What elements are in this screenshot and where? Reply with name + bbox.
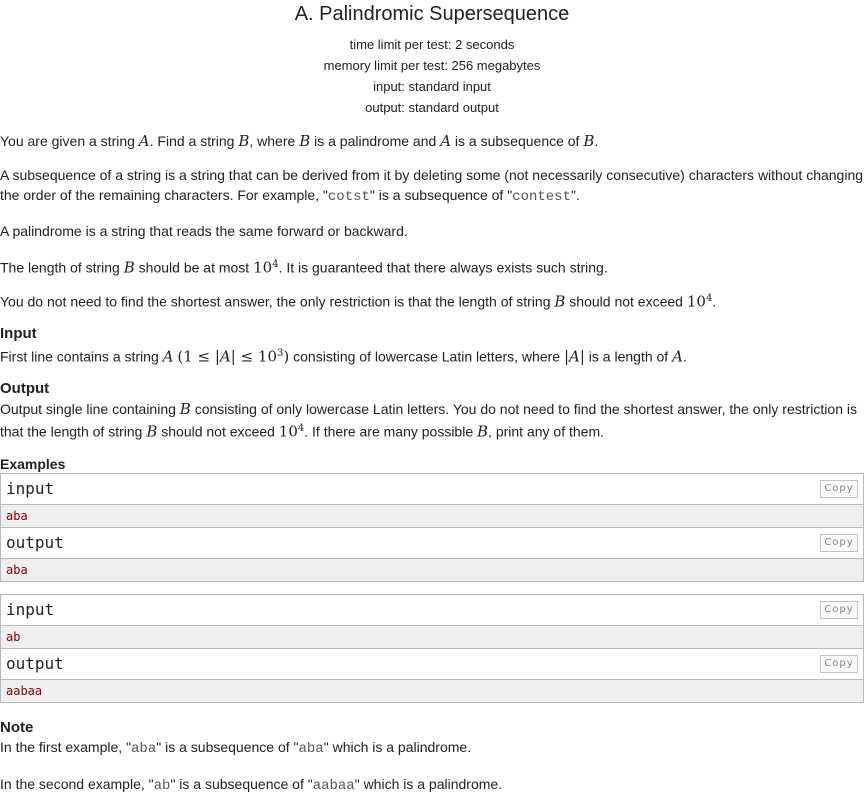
- time-limit: time limit per test: 2 seconds: [349, 37, 515, 52]
- copy-input-button[interactable]: Copy: [820, 480, 858, 498]
- example-input-header: [1, 595, 863, 626]
- statement-paragraph-1: [0, 131, 864, 151]
- example-input-header: [1, 474, 863, 505]
- text: is a palindrome and: [310, 133, 441, 149]
- statement-paragraph-4: [0, 255, 864, 278]
- math-number: 10: [253, 258, 273, 277]
- example-input-body: [1, 626, 863, 649]
- text: The length of string: [0, 259, 124, 276]
- text: , print any of them.: [488, 423, 604, 440]
- text: ".: [570, 187, 580, 203]
- example-output-header: [1, 649, 863, 680]
- math-number: 10: [278, 422, 298, 441]
- copy-input-button[interactable]: Copy: [820, 601, 858, 619]
- example-output-body: [1, 680, 863, 702]
- text: is a subsequence of: [451, 133, 584, 149]
- text: , where: [249, 133, 300, 149]
- text: " is a subsequence of ": [156, 739, 299, 755]
- output-spec-text: [0, 399, 864, 442]
- example-input-value: ab: [6, 630, 21, 644]
- text: You do not need to find the shortest answer, the only restriction is that the length of string: [0, 293, 555, 310]
- text: " is a subsequence of ": [170, 776, 313, 792]
- math-var: B: [123, 258, 135, 277]
- math-var: A: [219, 347, 231, 366]
- example-input-value: aba: [6, 509, 28, 523]
- memory-limit: memory limit per test: 256 megabytes: [323, 58, 541, 73]
- math-var: B: [146, 422, 158, 441]
- math-abs: |: [563, 347, 570, 366]
- math-exponent: 4: [272, 259, 279, 270]
- example-2: [0, 594, 864, 703]
- text: . If there are many possible: [304, 423, 478, 440]
- math-var: A: [162, 347, 174, 366]
- example-1: [0, 473, 864, 582]
- input-file: input: standard input: [373, 79, 491, 94]
- math-var: B: [477, 422, 489, 441]
- text: should not exceed: [565, 293, 687, 310]
- inline-code: aabaa: [312, 778, 355, 794]
- math-var: B: [583, 132, 595, 150]
- text: First line contains a string: [0, 348, 163, 365]
- inline-code: aba: [131, 741, 157, 757]
- output-label: output: [6, 533, 64, 552]
- example-output-value: aba: [6, 563, 28, 577]
- text: You are given a string: [0, 133, 139, 149]
- inline-code: contest: [512, 189, 571, 205]
- copy-output-button[interactable]: Copy: [820, 534, 858, 552]
- math-constraint: ): [283, 347, 290, 366]
- input-section-title: Input: [0, 325, 37, 342]
- text: . Find a string: [149, 133, 239, 149]
- input-label: input: [6, 479, 55, 498]
- output-section-title: Output: [0, 380, 50, 397]
- math-var: A: [440, 132, 452, 150]
- math-constraint: | ≤ 10: [230, 347, 278, 366]
- output-file: output: standard output: [365, 100, 499, 115]
- input-spec-text: [0, 344, 864, 367]
- math-var: B: [179, 400, 191, 418]
- text: is a length of: [584, 348, 673, 365]
- text: Output single line containing: [0, 401, 180, 417]
- text: In the first example, ": [0, 739, 132, 755]
- example-output-value: aabaa: [6, 684, 43, 698]
- text: A subsequence of a string is a string that can be derived from it by deleting some (not necessarily consecutive) characters without changing the order of the remaining characters. For example, ": [0, 167, 864, 203]
- example-input-body: [1, 505, 863, 528]
- problem-header: [0, 0, 864, 118]
- text: should be at most: [134, 259, 254, 276]
- inline-code: aba: [298, 741, 324, 757]
- copy-output-button[interactable]: Copy: [820, 655, 858, 673]
- text: .: [712, 293, 717, 310]
- math-number: 10: [686, 292, 706, 311]
- problem-title: A. Palindromic Supersequence: [294, 3, 570, 25]
- text: . It is guaranteed that there always exists such string.: [278, 259, 608, 276]
- math-var: B: [238, 132, 250, 150]
- math-var: B: [299, 132, 311, 150]
- math-var: A: [672, 347, 683, 366]
- example-output-header: [1, 528, 863, 559]
- text: consisting of only lowercase Latin letters. You do not need to find the shortest answer, the only restriction is that the length of string: [0, 401, 857, 440]
- statement-paragraph-3: A palindrome is a string that reads the same forward or backward.: [0, 223, 408, 239]
- text: " is a subsequence of ": [369, 187, 513, 203]
- note-paragraph-1: [0, 737, 864, 759]
- math-var: A: [138, 132, 150, 150]
- text: .: [594, 133, 599, 149]
- text: should not exceed: [157, 423, 279, 440]
- math-var: A: [569, 347, 580, 366]
- input-label: input: [6, 600, 55, 619]
- output-label: output: [6, 654, 64, 673]
- example-output-body: [1, 559, 863, 581]
- statement-paragraph-2: [0, 165, 864, 207]
- examples-title: Examples: [0, 456, 66, 472]
- math-constraint: (1 ≤ |: [177, 347, 220, 366]
- math-var: B: [554, 292, 566, 311]
- text: .: [682, 348, 687, 365]
- note-title: Note: [0, 719, 34, 736]
- text: " which is a palindrome.: [354, 776, 503, 792]
- math-exponent: 3: [277, 348, 284, 359]
- text: In the second example, ": [0, 776, 154, 792]
- math-abs: |: [579, 347, 585, 366]
- text: consisting of lowercase Latin letters, where: [289, 348, 564, 365]
- inline-code: cotst: [327, 189, 370, 205]
- math-exponent: 4: [705, 293, 713, 304]
- inline-code: ab: [153, 778, 171, 794]
- text: " which is a palindrome.: [323, 739, 472, 755]
- math-exponent: 4: [297, 423, 305, 434]
- statement-paragraph-5: [0, 289, 864, 312]
